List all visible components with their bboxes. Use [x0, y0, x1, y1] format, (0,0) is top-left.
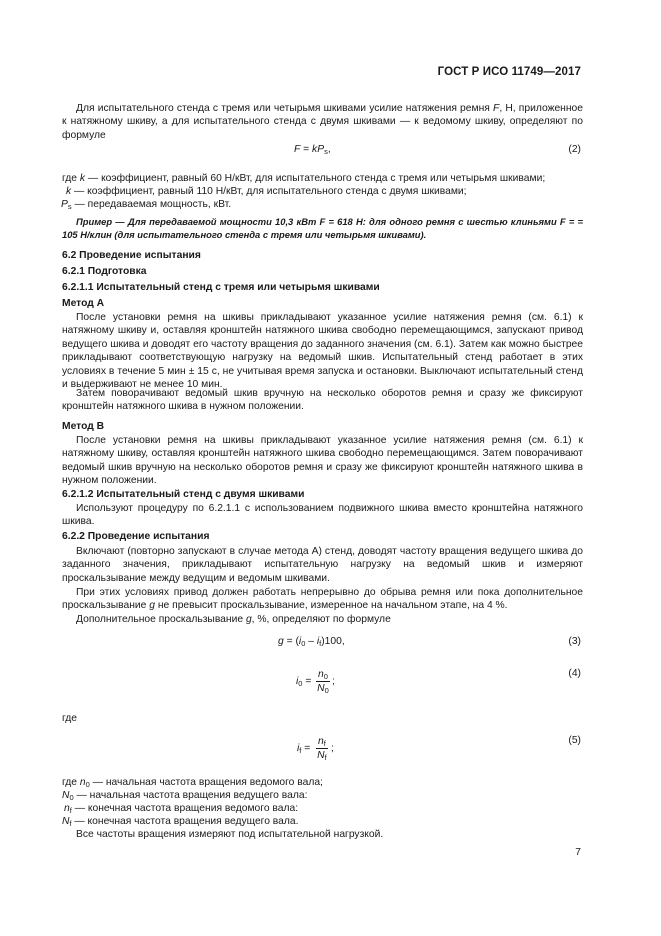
- legend-N0: $N_0$ — начальная частота вращения ведущего вала:: [62, 790, 308, 802]
- equation-number-2: (2): [568, 144, 581, 155]
- section-6-2-2-paragraph-3: Дополнительное проскальзывание g, %, определяют по формуле: [76, 614, 391, 625]
- section-6-2-1-2-paragraph: Используют процедуру по 6.2.1.1 с использованием подвижного шкива вместо кронштейна натяжного шкива.: [62, 503, 583, 528]
- formula-5-denominator: $N_f$: [317, 750, 327, 762]
- example-note: Пример — Для передаваемой мощности 10,3 кВт F = 618 Н: для одного ремня с шестью клиньями F = = 105 Н/клин (для испытательного стенда с тремя или четырьмя шкивами).: [62, 216, 583, 240]
- formula-4-semicolon: ;: [332, 676, 335, 687]
- formula-5-numerator: $n_f$: [318, 736, 326, 748]
- standard-header: ГОСТ Р ИСО 11749—2017: [437, 66, 581, 78]
- heading-6-2-1-1: 6.2.1.1 Испытательный стенд с тремя или четырьмя шкивами: [62, 282, 380, 293]
- method-b-title: Метод В: [62, 421, 105, 432]
- formula-5-lhs: $i_f$ =: [297, 743, 311, 755]
- legend-Nf: $N_f$ — конечная частота вращения ведущего вала.: [62, 816, 299, 828]
- intro-paragraph: Для испытательного стенда с тремя или четырьмя шкивами усилие натяжения ремня F, Н, приложенное к натяжному шкиву, а для испытательного стенда с двумя шкивами — к ведомому шкиву, определяют по формуле: [62, 103, 584, 141]
- where-ps: $P_s$ — передаваемая мощность, кВт.: [61, 199, 232, 211]
- formula-2: $F = kP_s$,: [294, 144, 331, 156]
- heading-6-2-1-2: 6.2.1.2 Испытательный стенд с двумя шкивами: [62, 489, 305, 500]
- heading-6-2-1: 6.2.1 Подготовка: [62, 266, 147, 277]
- closing-sentence: Все частоты вращения измеряют под испытательной нагрузкой.: [76, 829, 384, 840]
- where-k-110: k — коэффициент, равный 110 Н/кВт, для испытательного стенда с двумя шкивами;: [66, 186, 467, 197]
- page-number: 7: [575, 847, 581, 858]
- formula-3: $g = (i_0 - i_f)100$,: [278, 636, 345, 648]
- formula-4-fraction: [316, 668, 330, 695]
- method-a-title: Метод А: [62, 298, 105, 309]
- equation-number-5: (5): [568, 735, 581, 746]
- equation-number-3: (3): [568, 636, 581, 647]
- section-6-2-2-paragraph-2: При этих условиях привод должен работать непрерывно до обрыва ремня или пока дополнительное проскальзывание g не превысит проскальзывание, измеренное на начальном этапе, на 4 %.: [62, 587, 583, 612]
- section-6-2-2-paragraph-1: Включают (повторно запускают в случае метода А) стенд, доводят частоту вращения ведущего шкива до заданного значения, прикладывают испытательную нагрузку на ведомый шкив и измеряют проскальзывание между ведущим и ведомым шкивами.: [62, 546, 583, 584]
- equation-number-4: (4): [568, 668, 581, 679]
- formula-4-denominator: $N_0$: [317, 683, 329, 695]
- formula-5-semicolon: ;: [331, 743, 334, 754]
- legend-n0: где $n_0$ — начальная частота вращения ведомого вала;: [62, 777, 323, 789]
- formula-5-fraction: [316, 735, 328, 762]
- legend-nf: $n_f$ — конечная частота вращения ведомого вала:: [64, 803, 299, 815]
- heading-6-2-2: 6.2.2 Проведение испытания: [62, 531, 210, 542]
- heading-6-2: 6.2 Проведение испытания: [62, 250, 201, 261]
- method-a-paragraph-1: После установки ремня на шкивы прикладывают указанное усилие натяжения ремня (см. 6.1) к натяжному шкиву и, оставляя кронштейн натяжного шкива свободно перемещающимся, запускают привод ведущего шкива и доводят его частоту вращения до заданного значения (см. 6.1). Затем как можно быстрее прикладывают соответствующую нагрузку на ведомый шкив. Испытательный стенд работает в этих условиях в течение 5 мин ± 15 с, не учитывая время запуска и остановки. Выключают испытательный стенд и выдерживают не менее 10 мин.: [62, 312, 583, 391]
- where-label: где: [62, 713, 78, 724]
- where-k-60: где k — коэффициент, равный 60 Н/кВт, для испытательного стенда с тремя или четырьмя шкивами;: [62, 173, 546, 184]
- formula-4-lhs: $i_0$ =: [296, 676, 312, 688]
- method-b-paragraph: После установки ремня на шкивы прикладывают указанное усилие натяжения ремня (см. 6.1) к натяжному шкиву, оставляя кронштейн натяжного шкива свободно перемещающимся. Затем поворачивают ведомый шкив вручную на несколько оборотов ремня и сразу же фиксируют кронштейн натяжного шкива в нужном положении.: [62, 435, 583, 487]
- method-a-paragraph-2: Затем поворачивают ведомый шкив вручную на несколько оборотов ремня и сразу же фиксируют кронштейн натяжного шкива в нужном положении.: [62, 388, 583, 413]
- formula-4-numerator: $n_0$: [318, 669, 328, 681]
